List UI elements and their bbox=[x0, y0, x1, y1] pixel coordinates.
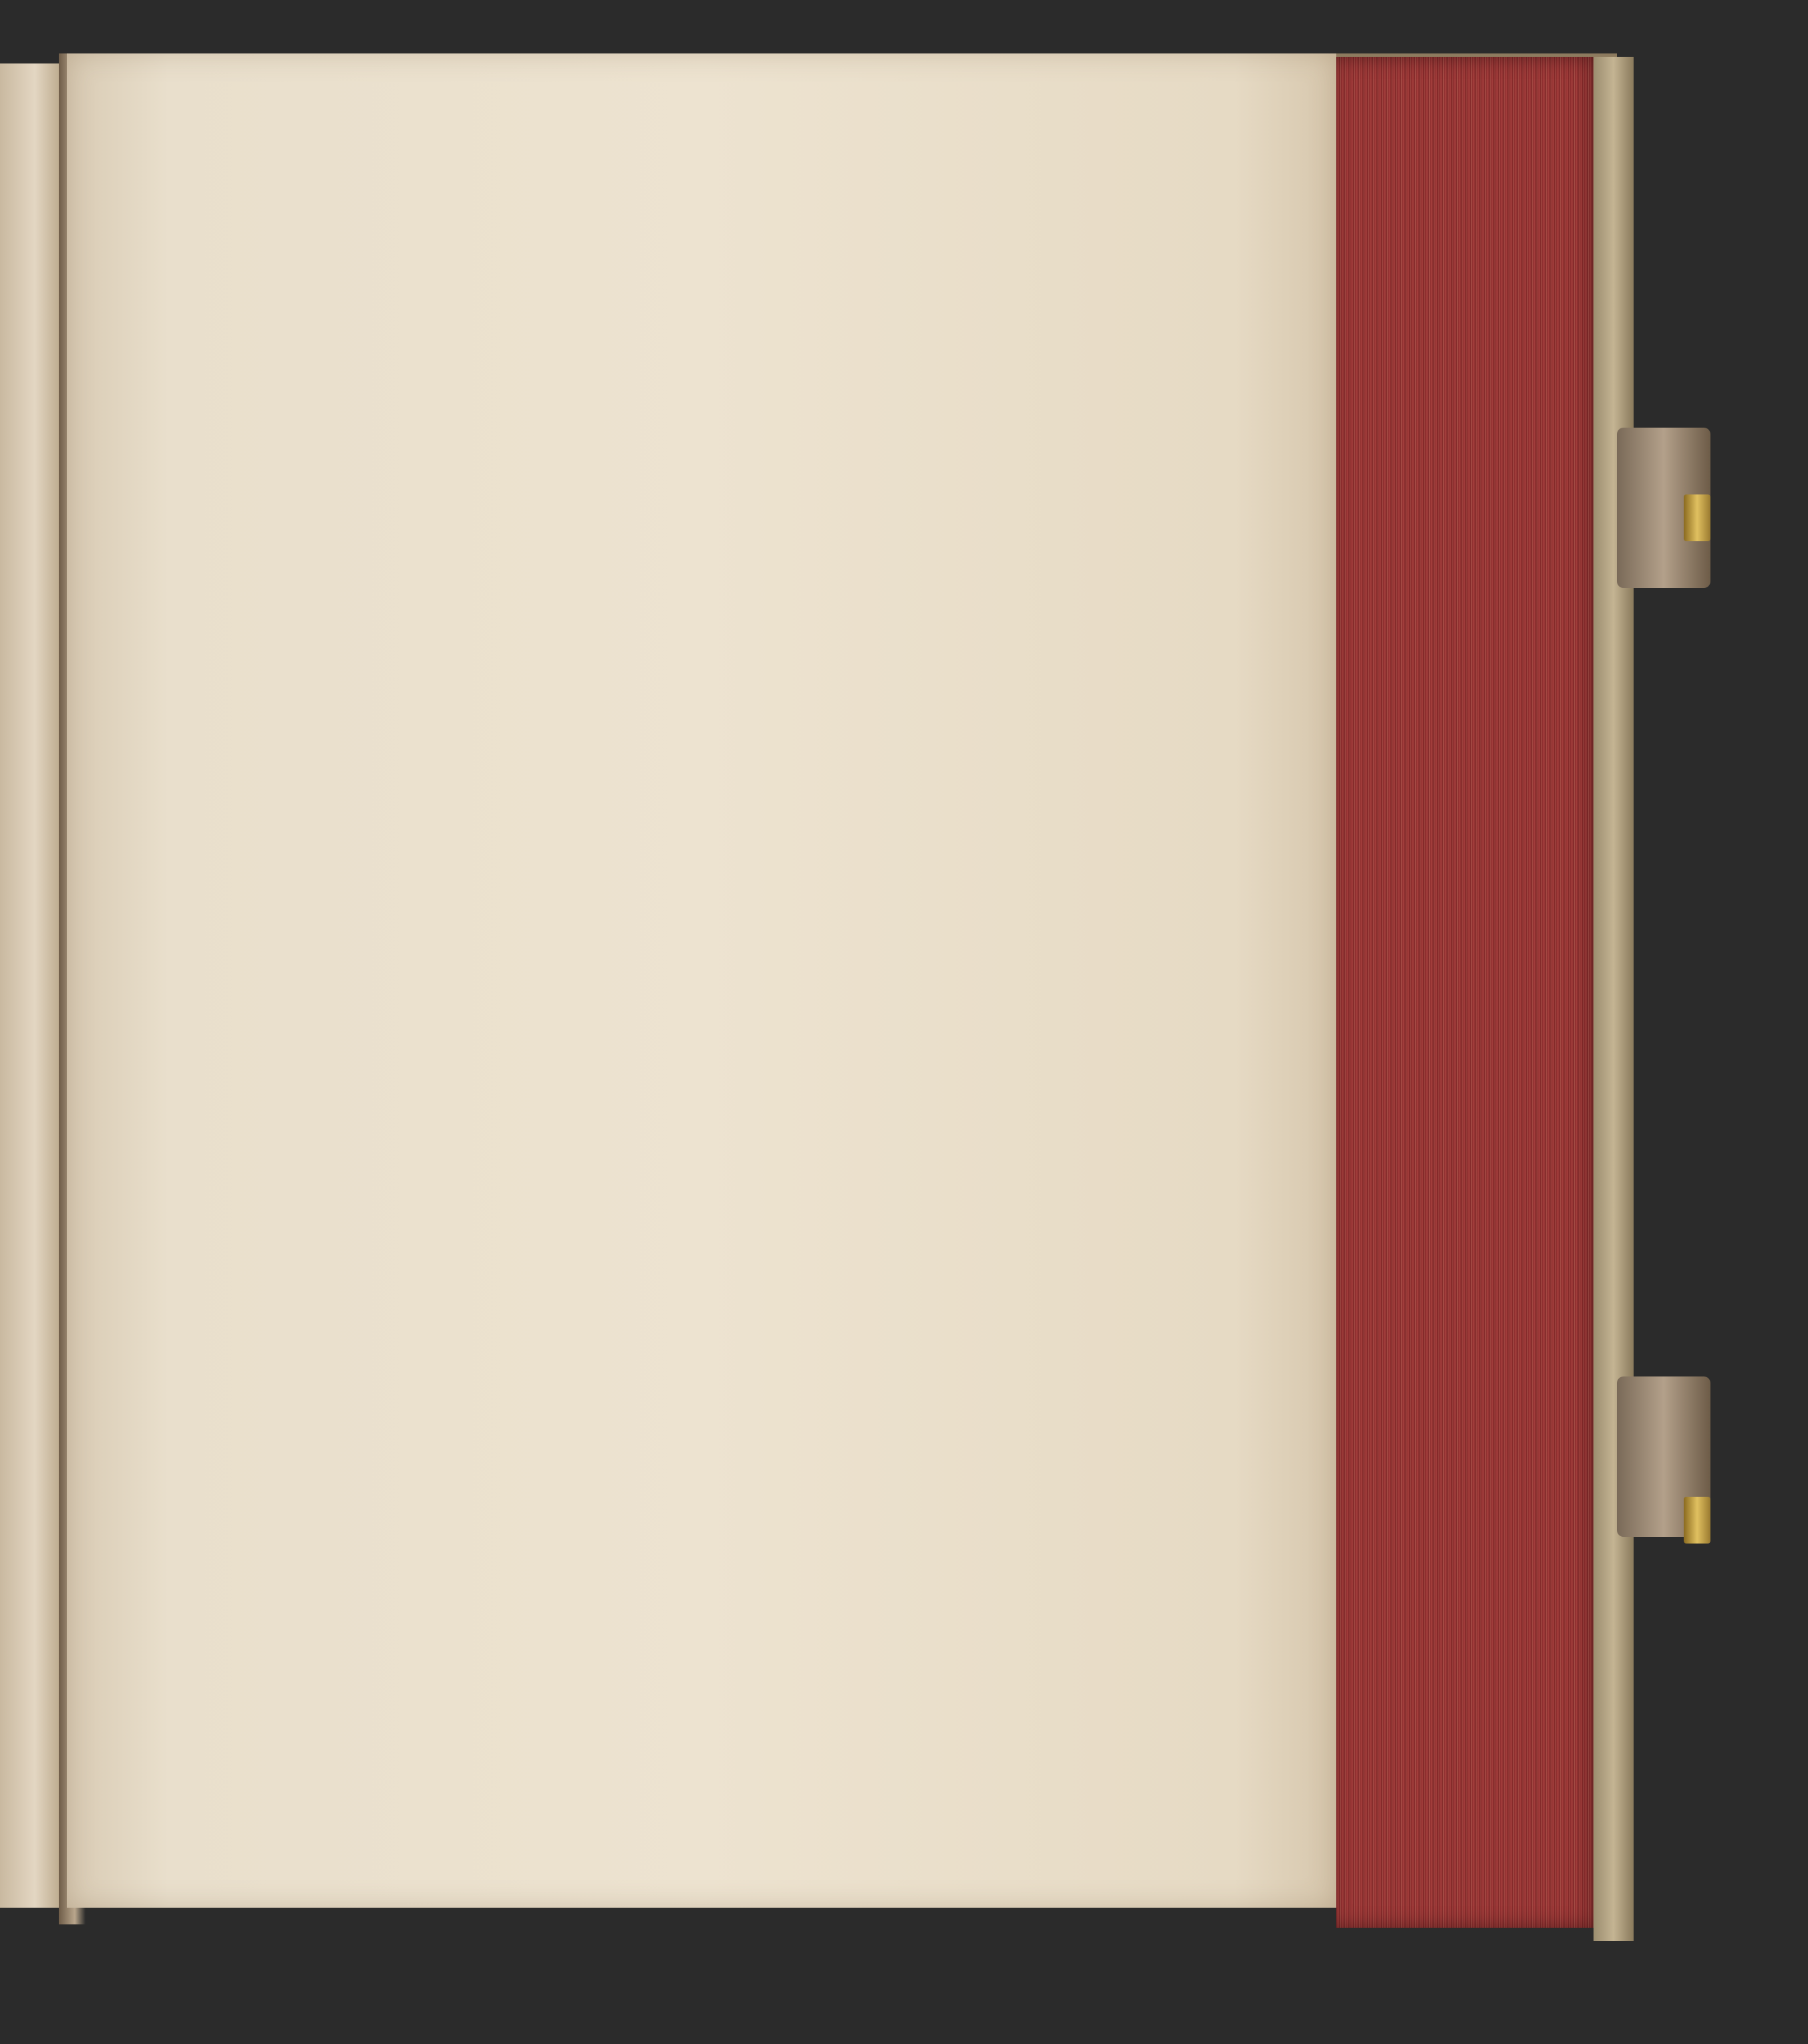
clasp-bottom bbox=[1617, 1376, 1710, 1537]
left-page bbox=[0, 63, 63, 1908]
right-page bbox=[67, 53, 1336, 1908]
clasp-metal-bottom bbox=[1684, 1497, 1710, 1544]
clasp-top bbox=[1617, 428, 1710, 588]
page-block-edge bbox=[1336, 57, 1600, 1928]
clasp-metal-top bbox=[1684, 494, 1710, 541]
cover-edge bbox=[1594, 57, 1634, 1941]
